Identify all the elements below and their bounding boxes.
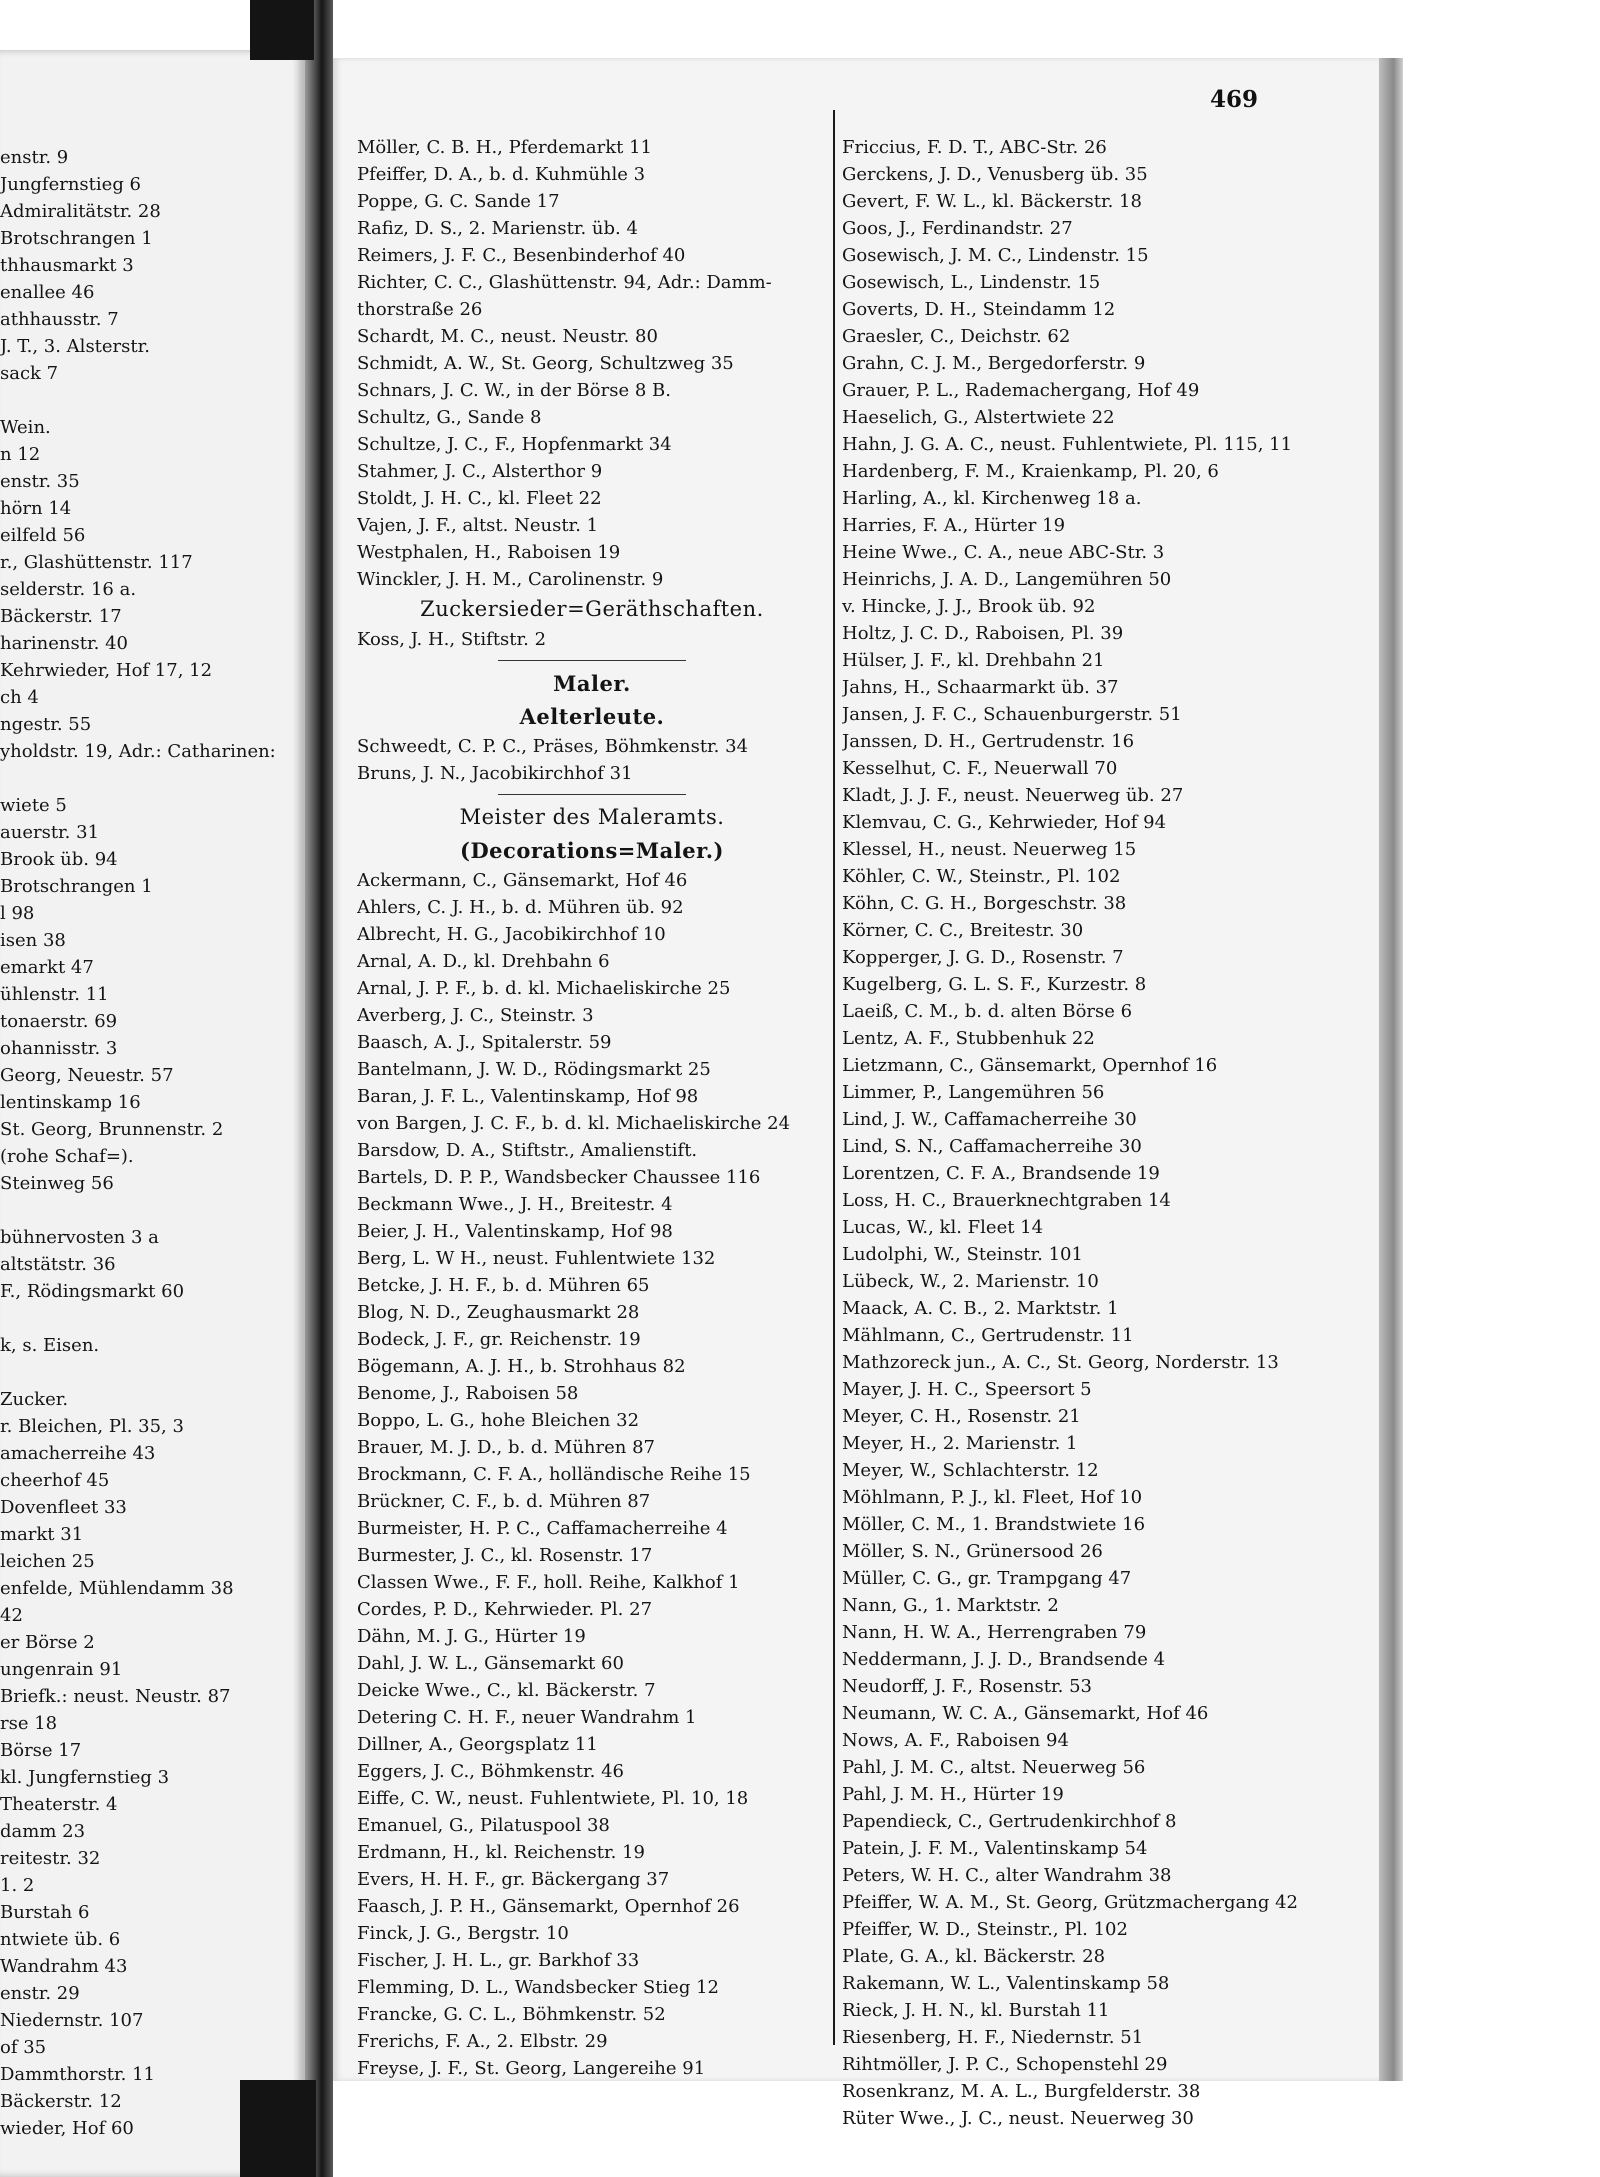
- directory-entries-zucker: [357, 626, 827, 653]
- directory-entry: Möller, S. N., Grünersood 26: [842, 1541, 1103, 1562]
- left-page-line: Wein.: [0, 417, 51, 438]
- left-page-line: ch 4: [0, 687, 39, 708]
- directory-entry: Goverts, D. H., Steindamm 12: [842, 299, 1116, 320]
- directory-entry: Köhn, C. G. H., Borgeschstr. 38: [842, 893, 1127, 914]
- directory-entry: Gosewisch, L., Lindenstr. 15: [842, 272, 1101, 293]
- page-number: 469: [1210, 86, 1259, 113]
- directory-entry: Averberg, J. C., Steinstr. 3: [357, 1005, 594, 1026]
- directory-entry: Emanuel, G., Pilatuspool 38: [357, 1815, 610, 1836]
- directory-entry: Mathzoreck jun., A. C., St. Georg, Norderstr. 13: [842, 1352, 1279, 1373]
- left-page-line: l 98: [0, 903, 35, 924]
- left-page-line: F., Rödingsmarkt 60: [0, 1281, 185, 1302]
- directory-entry: Classen Wwe., F. F., holl. Reihe, Kalkhof 1: [357, 1572, 740, 1593]
- left-page-line: cheerhof 45: [0, 1470, 110, 1491]
- left-page-line: [0, 765, 300, 792]
- directory-entry: Rüter Wwe., J. C., neust. Neuerweg 30: [842, 2108, 1194, 2129]
- left-page-line: Brotschrangen 1: [0, 228, 153, 249]
- left-page-line: damm 23: [0, 1821, 86, 1842]
- left-page-line: [0, 1197, 300, 1224]
- middle-column: [357, 134, 827, 2082]
- directory-entry: Lucas, W., kl. Fleet 14: [842, 1217, 1044, 1238]
- directory-entry: Deicke Wwe., C., kl. Bäckerstr. 7: [357, 1680, 656, 1701]
- directory-entry: Hülser, J. F., kl. Drehbahn 21: [842, 650, 1105, 671]
- left-page-line: emarkt 47: [0, 957, 94, 978]
- directory-entry: Jansen, J. F. C., Schauenburgerstr. 51: [842, 704, 1182, 725]
- directory-entry: Richter, C. C., Glashüttenstr. 94, Adr.: Damm-: [357, 272, 772, 293]
- left-page-line: Wandrahm 43: [0, 1956, 128, 1977]
- directory-entry: Köhler, C. W., Steinstr., Pl. 102: [842, 866, 1121, 887]
- left-page-line: kl. Jungfernstieg 3: [0, 1767, 170, 1788]
- left-page-line: Brook üb. 94: [0, 849, 118, 870]
- left-page-line: enfelde, Mühlendamm 38: [0, 1578, 234, 1599]
- left-page-line: altstätstr. 36: [0, 1254, 116, 1275]
- left-page-line: tonaerstr. 69: [0, 1011, 118, 1032]
- directory-entries-right: [842, 134, 1362, 2132]
- directory-entry: Gevert, F. W. L., kl. Bäckerstr. 18: [842, 191, 1142, 212]
- bookmark-ribbon-bottom: [240, 2080, 316, 2177]
- left-page-line: Admiralitätstr. 28: [0, 201, 161, 222]
- left-page-line: r. Bleichen, Pl. 35, 3: [0, 1416, 184, 1437]
- left-page-line: auerstr. 31: [0, 822, 100, 843]
- directory-entry: Eggers, J. C., Böhmkenstr. 46: [357, 1761, 625, 1782]
- directory-entry: Nann, H. W. A., Herrengraben 79: [842, 1622, 1147, 1643]
- directory-entry: Stahmer, J. C., Alsterthor 9: [357, 461, 603, 482]
- directory-entry: Faasch, J. P. H., Gänsemarkt, Opernhof 26: [357, 1896, 740, 1917]
- directory-entry: Pahl, J. M. C., altst. Neuerweg 56: [842, 1757, 1146, 1778]
- directory-entry: Friccius, F. D. T., ABC-Str. 26: [842, 137, 1107, 158]
- directory-entry: Evers, H. H. F., gr. Bäckergang 37: [357, 1869, 670, 1890]
- directory-entry: Ackermann, C., Gänsemarkt, Hof 46: [357, 870, 688, 891]
- directory-entry: Flemming, D. L., Wandsbecker Stieg 12: [357, 1977, 719, 1998]
- left-page-line: rse 18: [0, 1713, 58, 1734]
- left-page-line: athhausstr. 7: [0, 309, 119, 330]
- directory-entry: Finck, J. G., Bergstr. 10: [357, 1923, 569, 1944]
- left-page-line: ühlenstr. 11: [0, 984, 109, 1005]
- directory-entry: Bruns, J. N., Jacobikirchhof 31: [357, 763, 633, 784]
- left-page-line: k, s. Eisen.: [0, 1335, 100, 1356]
- directory-entry: Goos, J., Ferdinandstr. 27: [842, 218, 1073, 239]
- directory-entry: Burmeister, H. P. C., Caffamacherreihe 4: [357, 1518, 728, 1539]
- section-heading-maler: Maler.: [553, 671, 631, 696]
- left-page-line: Brotschrangen 1: [0, 876, 153, 897]
- directory-entry: Rosenkranz, M. A. L., Burgfelderstr. 38: [842, 2081, 1201, 2102]
- left-page-line: Dovenfleet 33: [0, 1497, 127, 1518]
- directory-entry: Rieck, J. H. N., kl. Burstah 11: [842, 2000, 1110, 2021]
- directory-entry: Blog, N. D., Zeughausmarkt 28: [357, 1302, 640, 1323]
- directory-entry: Schnars, J. C. W., in der Börse 8 B.: [357, 380, 671, 401]
- directory-entry: Pfeiffer, W. D., Steinstr., Pl. 102: [842, 1919, 1128, 1940]
- directory-entry: Jahns, H., Schaarmarkt üb. 37: [842, 677, 1119, 698]
- directory-entry: Arnal, J. P. F., b. d. kl. Michaeliskirche 25: [357, 978, 731, 999]
- directory-entry: Gosewisch, J. M. C., Lindenstr. 15: [842, 245, 1149, 266]
- left-page-line: leichen 25: [0, 1551, 95, 1572]
- directory-entry: Loss, H. C., Brauerknechtgraben 14: [842, 1190, 1171, 1211]
- directory-entry: Hahn, J. G. A. C., neust. Fuhlentwiete, Pl. 115, 11: [842, 434, 1293, 455]
- directory-entry: Müller, C. G., gr. Trampgang 47: [842, 1568, 1132, 1589]
- directory-entry: Lind, S. N., Caffamacherreihe 30: [842, 1136, 1142, 1157]
- directory-entry: Beier, J. H., Valentinskamp, Hof 98: [357, 1221, 673, 1242]
- left-page-line: enstr. 9: [0, 147, 69, 168]
- directory-entry: Cordes, P. D., Kehrwieder. Pl. 27: [357, 1599, 653, 1620]
- directory-entry: Körner, C. C., Breitestr. 30: [842, 920, 1084, 941]
- left-page-line: harinenstr. 40: [0, 633, 128, 654]
- directory-entry: Brückner, C. F., b. d. Mühren 87: [357, 1491, 651, 1512]
- left-page-line: Briefk.: neust. Neustr. 87: [0, 1686, 231, 1707]
- directory-entry: Albrecht, H. G., Jacobikirchhof 10: [357, 924, 666, 945]
- left-page-line: amacherreihe 43: [0, 1443, 156, 1464]
- directory-entry: Bantelmann, J. W. D., Rödingsmarkt 25: [357, 1059, 711, 1080]
- directory-entry: Haeselich, G., Alstertwiete 22: [842, 407, 1115, 428]
- directory-entry: Schultz, G., Sande 8: [357, 407, 542, 428]
- left-page: [0, 50, 305, 2177]
- directory-entry: Rihtmöller, J. P. C., Schopenstehl 29: [842, 2054, 1168, 2075]
- directory-entry: Rafiz, D. S., 2. Marienstr. üb. 4: [357, 218, 638, 239]
- left-page-line: Jungfernstieg 6: [0, 174, 142, 195]
- directory-entry: Neddermann, J. J. D., Brandsende 4: [842, 1649, 1166, 1670]
- directory-entry: Nann, G., 1. Marktstr. 2: [842, 1595, 1059, 1616]
- directory-entry: Winckler, J. H. M., Carolinenstr. 9: [357, 569, 664, 590]
- left-page-line: [0, 387, 300, 414]
- directory-entry: Poppe, G. C. Sande 17: [357, 191, 560, 212]
- directory-entry: Meyer, C. H., Rosenstr. 21: [842, 1406, 1081, 1427]
- section-heading-aelterleute: Aelterleute.: [519, 704, 665, 729]
- directory-entry: Barsdow, D. A., Stiftstr., Amalienstift.: [357, 1140, 698, 1161]
- directory-entry: Baasch, A. J., Spitalerstr. 59: [357, 1032, 612, 1053]
- section-heading-zucker: Zuckersieder=Geräthschaften.: [420, 597, 764, 621]
- directory-entry: Lübeck, W., 2. Marienstr. 10: [842, 1271, 1099, 1292]
- directory-entry: Meyer, H., 2. Marienstr. 1: [842, 1433, 1078, 1454]
- directory-entry: Westphalen, H., Raboisen 19: [357, 542, 621, 563]
- directory-entry: Kesselhut, C. F., Neuerwall 70: [842, 758, 1118, 779]
- directory-entry: Brockmann, C. F. A., holländische Reihe 15: [357, 1464, 751, 1485]
- directory-entry: Kopperger, J. G. D., Rosenstr. 7: [842, 947, 1124, 968]
- directory-entry: Meyer, W., Schlachterstr. 12: [842, 1460, 1099, 1481]
- directory-entry: Burmester, J. C., kl. Rosenstr. 17: [357, 1545, 653, 1566]
- directory-entry: Neudorff, J. F., Rosenstr. 53: [842, 1676, 1092, 1697]
- left-page-line: n 12: [0, 444, 41, 465]
- directory-entry: Neumann, W. C. A., Gänsemarkt, Hof 46: [842, 1703, 1209, 1724]
- directory-entry: Schweedt, C. P. C., Präses, Böhmkenstr. 34: [357, 736, 749, 757]
- left-page-line: markt 31: [0, 1524, 84, 1545]
- directory-entry: Laeiß, C. M., b. d. alten Börse 6: [842, 1001, 1133, 1022]
- directory-entry: Dillner, A., Georgsplatz 11: [357, 1734, 598, 1755]
- directory-entry: Schultze, J. C., F., Hopfenmarkt 34: [357, 434, 672, 455]
- left-page-line: wiete 5: [0, 795, 67, 816]
- directory-entry: Lietzmann, C., Gänsemarkt, Opernhof 16: [842, 1055, 1218, 1076]
- left-page-line: wieder, Hof 60: [0, 2118, 134, 2139]
- directory-entry: Schmidt, A. W., St. Georg, Schultzweg 35: [357, 353, 734, 374]
- directory-entry: Limmer, P., Langemühren 56: [842, 1082, 1105, 1103]
- directory-entry: Freyse, J. F., St. Georg, Langereihe 91: [357, 2058, 706, 2079]
- left-page-line: [0, 1359, 300, 1386]
- directory-entry: Schardt, M. C., neust. Neustr. 80: [357, 326, 658, 347]
- column-divider: [833, 110, 835, 2045]
- directory-entry: Berg, L. W H., neust. Fuhlentwiete 132: [357, 1248, 716, 1269]
- directory-entry: Kladt, J. J. F., neust. Neuerweg üb. 27: [842, 785, 1184, 806]
- directory-entry: Plate, G. A., kl. Bäckerstr. 28: [842, 1946, 1106, 1967]
- left-page-line: sack 7: [0, 363, 59, 384]
- left-page-line: ntwiete üb. 6: [0, 1929, 121, 1950]
- book-gutter: [305, 0, 333, 2177]
- directory-entry: Bodeck, J. F., gr. Reichenstr. 19: [357, 1329, 641, 1350]
- left-page-line: ohannisstr. 3: [0, 1038, 118, 1059]
- left-page-line: St. Georg, Brunnenstr. 2: [0, 1119, 224, 1140]
- directory-entry: Pfeiffer, W. A. M., St. Georg, Grützmachergang 42: [842, 1892, 1298, 1913]
- left-page-line: enstr. 29: [0, 1983, 80, 2004]
- directory-entry: thorstraße 26: [357, 299, 483, 320]
- directory-entry: Klessel, H., neust. Neuerweg 15: [842, 839, 1137, 860]
- left-page-line: reitestr. 32: [0, 1848, 101, 1869]
- left-page-line: er Börse 2: [0, 1632, 95, 1653]
- section-heading-decorations: (Decorations=Maler.): [460, 838, 724, 863]
- left-page-line: Kehrwieder, Hof 17, 12: [0, 660, 213, 681]
- left-page-line: ungenrain 91: [0, 1659, 123, 1680]
- directory-entry: Möller, C. B. H., Pferdemarkt 11: [357, 137, 652, 158]
- directory-entry: Eiffe, C. W., neust. Fuhlentwiete, Pl. 10, 18: [357, 1788, 749, 1809]
- directory-entry: Nows, A. F., Raboisen 94: [842, 1730, 1069, 1751]
- left-page-line: thhausmarkt 3: [0, 255, 134, 276]
- directory-entry: Möhlmann, P. J., kl. Fleet, Hof 10: [842, 1487, 1143, 1508]
- directory-entry: Holtz, J. C. D., Raboisen, Pl. 39: [842, 623, 1124, 644]
- directory-entry: Brauer, M. J. D., b. d. Mühren 87: [357, 1437, 655, 1458]
- section-rule: [357, 653, 827, 667]
- left-page-line: bühnervosten 3 a: [0, 1227, 159, 1248]
- left-page-line: Burstah 6: [0, 1902, 90, 1923]
- directory-entry: Lorentzen, C. F. A., Brandsende 19: [842, 1163, 1160, 1184]
- section-heading-meister: Meister des Maleramts.: [459, 805, 725, 829]
- left-page-line: lentinskamp 16: [0, 1092, 141, 1113]
- directory-entry: Mählmann, C., Gertrudenstr. 11: [842, 1325, 1134, 1346]
- left-page-line: isen 38: [0, 930, 66, 951]
- directory-entries-aelterleute: [357, 733, 827, 787]
- directory-entry: Harries, F. A., Hürter 19: [842, 515, 1066, 536]
- directory-entry: Bartels, D. P. P., Wandsbecker Chaussee 116: [357, 1167, 761, 1188]
- left-page-line: Dammthorstr. 11: [0, 2064, 156, 2085]
- directory-entry: Francke, G. C. L., Böhmkenstr. 52: [357, 2004, 666, 2025]
- directory-entry: Grahn, C. J. M., Bergedorferstr. 9: [842, 353, 1146, 374]
- directory-entry: Lentz, A. F., Stubbenhuk 22: [842, 1028, 1095, 1049]
- directory-entry: Peters, W. H. C., alter Wandrahm 38: [842, 1865, 1172, 1886]
- left-page-line: Niedernstr. 107: [0, 2010, 144, 2031]
- directory-entry: Fischer, J. H. L., gr. Barkhof 33: [357, 1950, 640, 1971]
- left-page-line: hörn 14: [0, 498, 72, 519]
- directory-entry: Dahl, J. W. L., Gänsemarkt 60: [357, 1653, 624, 1674]
- left-page-line: Theaterstr. 4: [0, 1794, 118, 1815]
- directory-entry: Ludolphi, W., Steinstr. 101: [842, 1244, 1083, 1265]
- left-page-line: J. T., 3. Alsterstr.: [0, 336, 150, 357]
- directory-entry: Betcke, J. H. F., b. d. Mühren 65: [357, 1275, 650, 1296]
- directory-entry: Pfeiffer, D. A., b. d. Kuhmühle 3: [357, 164, 646, 185]
- left-page-line: Georg, Neuestr. 57: [0, 1065, 174, 1086]
- directory-entry: Harling, A., kl. Kirchenweg 18 a.: [842, 488, 1142, 509]
- directory-entry: Maack, A. C. B., 2. Marktstr. 1: [842, 1298, 1119, 1319]
- directory-entries-top: [357, 134, 827, 593]
- directory-entry: Dähn, M. J. G., Hürter 19: [357, 1626, 586, 1647]
- directory-entry: Graesler, C., Deichstr. 62: [842, 326, 1071, 347]
- directory-entry: Gerckens, J. D., Venusberg üb. 35: [842, 164, 1148, 185]
- directory-entry: Möller, C. M., 1. Brandstwiete 16: [842, 1514, 1146, 1535]
- directory-entry: Stoldt, J. H. C., kl. Fleet 22: [357, 488, 602, 509]
- directory-entry: Pahl, J. M. H., Hürter 19: [842, 1784, 1064, 1805]
- directory-entry: von Bargen, J. C. F., b. d. kl. Michaeliskirche 24: [357, 1113, 791, 1134]
- left-page-line: Bäckerstr. 17: [0, 606, 122, 627]
- left-page-line: eilfeld 56: [0, 525, 86, 546]
- left-page-line: [0, 1305, 300, 1332]
- directory-entry: Heine Wwe., C. A., neue ABC-Str. 3: [842, 542, 1165, 563]
- left-page-line: 1. 2: [0, 1875, 35, 1896]
- left-page-line: Steinweg 56: [0, 1173, 114, 1194]
- directory-entry: Klemvau, C. G., Kehrwieder, Hof 94: [842, 812, 1167, 833]
- left-page-line: ngestr. 55: [0, 714, 92, 735]
- directory-entry: Baran, J. F. L., Valentinskamp, Hof 98: [357, 1086, 699, 1107]
- left-page-line: Bäckerstr. 12: [0, 2091, 122, 2112]
- directory-entries-meister: [357, 867, 827, 2082]
- left-page-text: [0, 144, 300, 2142]
- directory-entry: Frerichs, F. A., 2. Elbstr. 29: [357, 2031, 608, 2052]
- directory-entry: Kugelberg, G. L. S. F., Kurzestr. 8: [842, 974, 1147, 995]
- directory-entry: Riesenberg, H. F., Niedernstr. 51: [842, 2027, 1144, 2048]
- section-rule: [357, 787, 827, 801]
- bookmark-ribbon-top: [250, 0, 314, 60]
- directory-entry: Ahlers, C. J. H., b. d. Mühren üb. 92: [357, 897, 684, 918]
- directory-entry: Rakemann, W. L., Valentinskamp 58: [842, 1973, 1170, 1994]
- left-page-line: 42: [0, 1605, 23, 1626]
- directory-entry: Boppo, L. G., hohe Bleichen 32: [357, 1410, 640, 1431]
- directory-entry: Grauer, P. L., Rademachergang, Hof 49: [842, 380, 1200, 401]
- directory-entry: Arnal, A. D., kl. Drehbahn 6: [357, 951, 610, 972]
- directory-entry: Heinrichs, J. A. D., Langemühren 50: [842, 569, 1172, 590]
- directory-entry: Erdmann, H., kl. Reichenstr. 19: [357, 1842, 645, 1863]
- directory-entry: Koss, J. H., Stiftstr. 2: [357, 629, 547, 650]
- page-edge: [1379, 58, 1403, 2081]
- left-page-line: of 35: [0, 2037, 47, 2058]
- directory-entry: Hardenberg, F. M., Kraienkamp, Pl. 20, 6: [842, 461, 1219, 482]
- directory-entry: v. Hincke, J. J., Brook üb. 92: [842, 596, 1096, 617]
- left-page-line: (rohe Schaf=).: [0, 1146, 134, 1167]
- directory-entry: Reimers, J. F. C., Besenbinderhof 40: [357, 245, 686, 266]
- left-page-line: Börse 17: [0, 1740, 82, 1761]
- left-page-line: enallee 46: [0, 282, 95, 303]
- directory-entry: Detering C. H. F., neuer Wandrahm 1: [357, 1707, 697, 1728]
- directory-entry: Vajen, J. F., altst. Neustr. 1: [357, 515, 599, 536]
- directory-entry: Janssen, D. H., Gertrudenstr. 16: [842, 731, 1135, 752]
- directory-entry: Beckmann Wwe., J. H., Breitestr. 4: [357, 1194, 673, 1215]
- directory-entry: Mayer, J. H. C., Speersort 5: [842, 1379, 1092, 1400]
- right-column: [842, 134, 1362, 2132]
- directory-entry: Benome, J., Raboisen 58: [357, 1383, 579, 1404]
- left-page-line: r., Glashüttenstr. 117: [0, 552, 193, 573]
- left-page-line: selderstr. 16 a.: [0, 579, 137, 600]
- left-page-line: enstr. 35: [0, 471, 80, 492]
- left-page-line: yholdstr. 19, Adr.: Catharinen:: [0, 741, 276, 762]
- left-page-line: Zucker.: [0, 1389, 69, 1410]
- directory-entry: Papendieck, C., Gertrudenkirchhof 8: [842, 1811, 1177, 1832]
- directory-entry: Patein, J. F. M., Valentinskamp 54: [842, 1838, 1148, 1859]
- directory-entry: Lind, J. W., Caffamacherreihe 30: [842, 1109, 1137, 1130]
- directory-entry: Bögemann, A. J. H., b. Strohhaus 82: [357, 1356, 686, 1377]
